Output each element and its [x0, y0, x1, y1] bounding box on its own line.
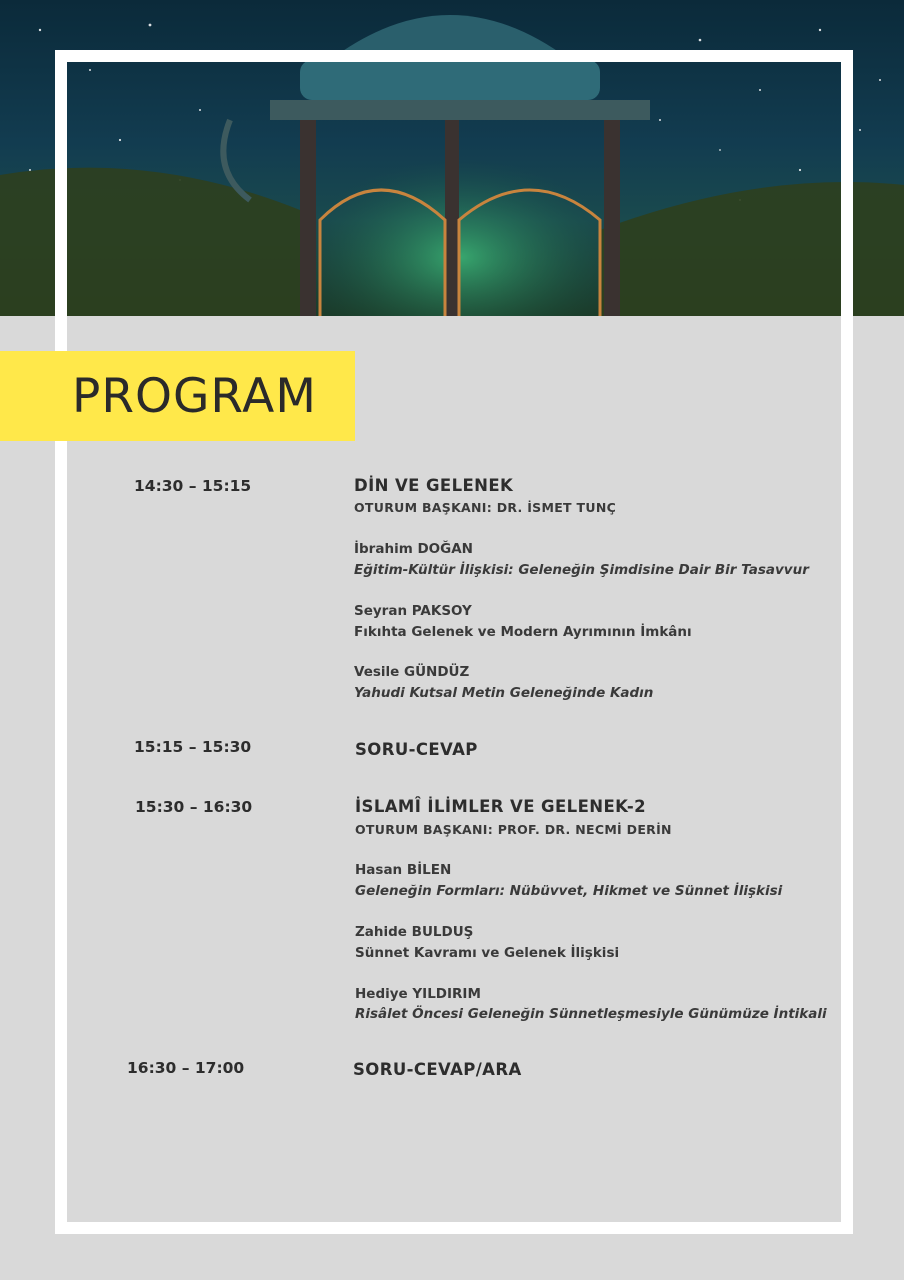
speaker-name: Hasan BİLEN: [355, 862, 452, 878]
session-title: SORU-CEVAP: [355, 740, 478, 759]
title-banner: [0, 351, 355, 441]
session-title: SORU-CEVAP/ARA: [353, 1060, 522, 1079]
talk-topic: Sünnet Kavramı ve Gelenek İlişkisi: [355, 945, 620, 961]
session-time: 16:30 – 17:00: [127, 1059, 245, 1077]
session-chair: OTURUM BAŞKANI: DR. İSMET TUNÇ: [354, 500, 617, 515]
speaker-name: Hediye YILDIRIM: [355, 986, 481, 1002]
speaker-name: Seyran PAKSOY: [354, 603, 472, 619]
page-title: PROGRAM: [72, 369, 317, 424]
talk-topic: Yahudi Kutsal Metin Geleneğinde Kadın: [354, 685, 654, 701]
session-chair: OTURUM BAŞKANI: PROF. DR. NECMİ DERİN: [355, 822, 672, 837]
session-title: DİN VE GELENEK: [354, 476, 514, 495]
session-time: 15:15 – 15:30: [134, 738, 252, 756]
speaker-name: Zahide BULDUŞ: [355, 924, 474, 940]
session-time: 14:30 – 15:15: [134, 477, 252, 495]
speaker-name: İbrahim DOĞAN: [354, 541, 473, 557]
talk-topic: Eğitim-Kültür İlişkisi: Geleneğin Şimdisine Dair Bir Tasavvur: [354, 562, 809, 578]
session-time: 15:30 – 16:30: [135, 798, 253, 816]
talk-topic: Risâlet Öncesi Geleneğin Sünnetleşmesiyle Günümüze İntikali: [355, 1006, 827, 1022]
speaker-name: Vesile GÜNDÜZ: [354, 664, 470, 680]
talk-topic: Geleneğin Formları: Nübüvvet, Hikmet ve Sünnet İlişkisi: [355, 883, 783, 899]
talk-topic: Fıkıhta Gelenek ve Modern Ayrımının İmkânı: [354, 624, 692, 640]
session-title: İSLAMÎ İLİMLER VE GELENEK-2: [355, 797, 647, 816]
